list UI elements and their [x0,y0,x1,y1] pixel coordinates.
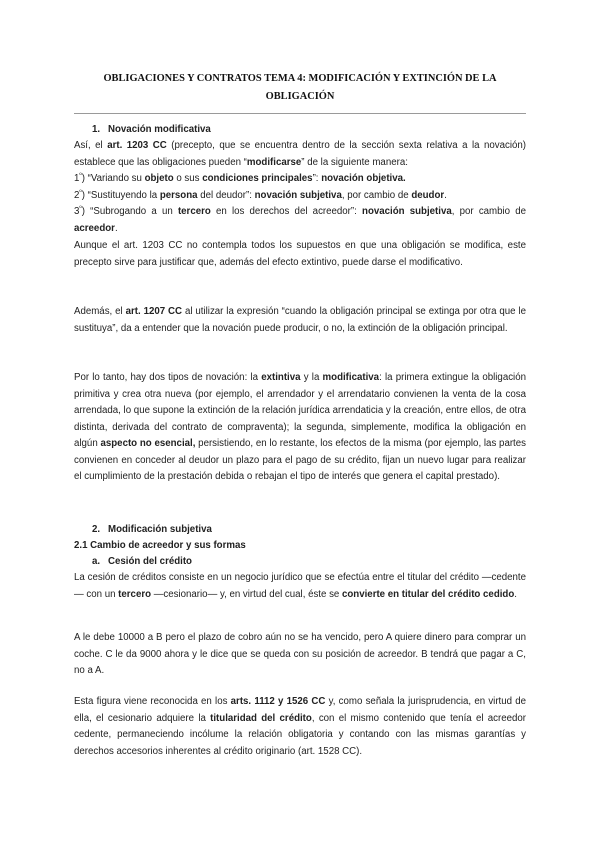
section-2-heading: 2. Modificación subjetiva [92,524,212,535]
section-1-paragraph-3: Además, el art. 1207 CC al utilizar la expresión “cuando la obligación principal se extinga por otra que le sustituya”, da a entender que la novación puede producir, o no, la extinción de la obligación principal. [74,306,526,334]
section-2-paragraph-3: Esta figura viene reconocida en los arts. 1112 y 1526 CC y, como señala la jurisprudencia, en virtud de ella, el cesionario adquiere la titularidad del crédito, con el mismo contenido que tenía el acreedor cedente, permaneciendo incólume la relación obligatoria y contando con las mismas garantías y derechos accesorios inherentes al crédito originario (art. 1528 CC). [74,696,527,757]
title-line-1: OBLIGACIONES Y CONTRATOS TEMA 4: MODIFICACIÓN Y EXTINCIÓN DE LA [103,73,497,84]
section-1-heading: 1. Novación modificativa [92,124,211,135]
section-2-sub-a-heading: a. Cesión del crédito [92,556,192,567]
list-item: $2^º$) “Sustituyendo la persona del deudor”: novación subjetiva, por cambio de deudor. [74,188,447,201]
title-divider [74,113,526,114]
section-1-paragraph-2: Aunque el art. 1203 CC no contempla todos los supuestos en que una obligación se modifica, este precepto sirve para justificar que, además del efecto extintivo, puede darse el modificativo. [74,240,526,268]
section-1-paragraph-4: Por lo tanto, hay dos tipos de novación: la extintiva y la modificativa: la primera extingue la obligación primitiva y crea otra nueva (por ejemplo, el arrendador y el arrendatario convienen la venta de la cosa arrendada, lo que supone la extinción de la relación jurídica arrendaticia y la creación, entre ellos, de otra distinta, derivada del contrato de compraventa); la segunda, simplemente, modifica la obligación en algún aspecto no esencial, persistiendo, en lo restante, los efectos de la misma (por ejemplo, las partes convienen en conceder al deudor un plazo para el pago de su crédito, fijan un nuevo lugar para realizar el cumplimiento de la prestación debida o rebajan el tipo de interés que genera el capital prestado). [74,372,526,482]
list-item: $3^º$) “Subrogando a un tercero en los derechos del acreedor”: novación subjetiva, por cambio de acreedor. [74,204,527,234]
section-1-intro-block [74,138,526,237]
section-2-paragraph-1: La cesión de créditos consiste en un negocio jurídico que se efectúa entre el titular del crédito —cedente— con un tercero —cesionario— y, en virtud del cual, éste se convierte en titular del crédito cedido. [74,572,526,600]
section-1-intro: Así, el art. 1203 CC (precepto, que se encuentra dentro de la sección sexta relativa a la novación) establece que las obligaciones pueden “modificarse” de la siguiente manera: [74,140,526,168]
section-2-paragraph-2: A le debe 10000 a B pero el plazo de cobro aún no se ha vencido, pero A quiere dinero para comprar un coche. C le da 9000 ahora y le dice que se queda con su posición de acreedor. B tendrá que pagar a C, no a A. [74,632,526,676]
title-line-2: OBLIGACIÓN [265,91,335,102]
document-title [74,70,526,106]
list-item: $1^º$) “Variando su objeto o sus condiciones principales”: novación objetiva. [74,171,406,184]
section-2-subheading: 2.1 Cambio de acreedor y sus formas [74,540,246,551]
